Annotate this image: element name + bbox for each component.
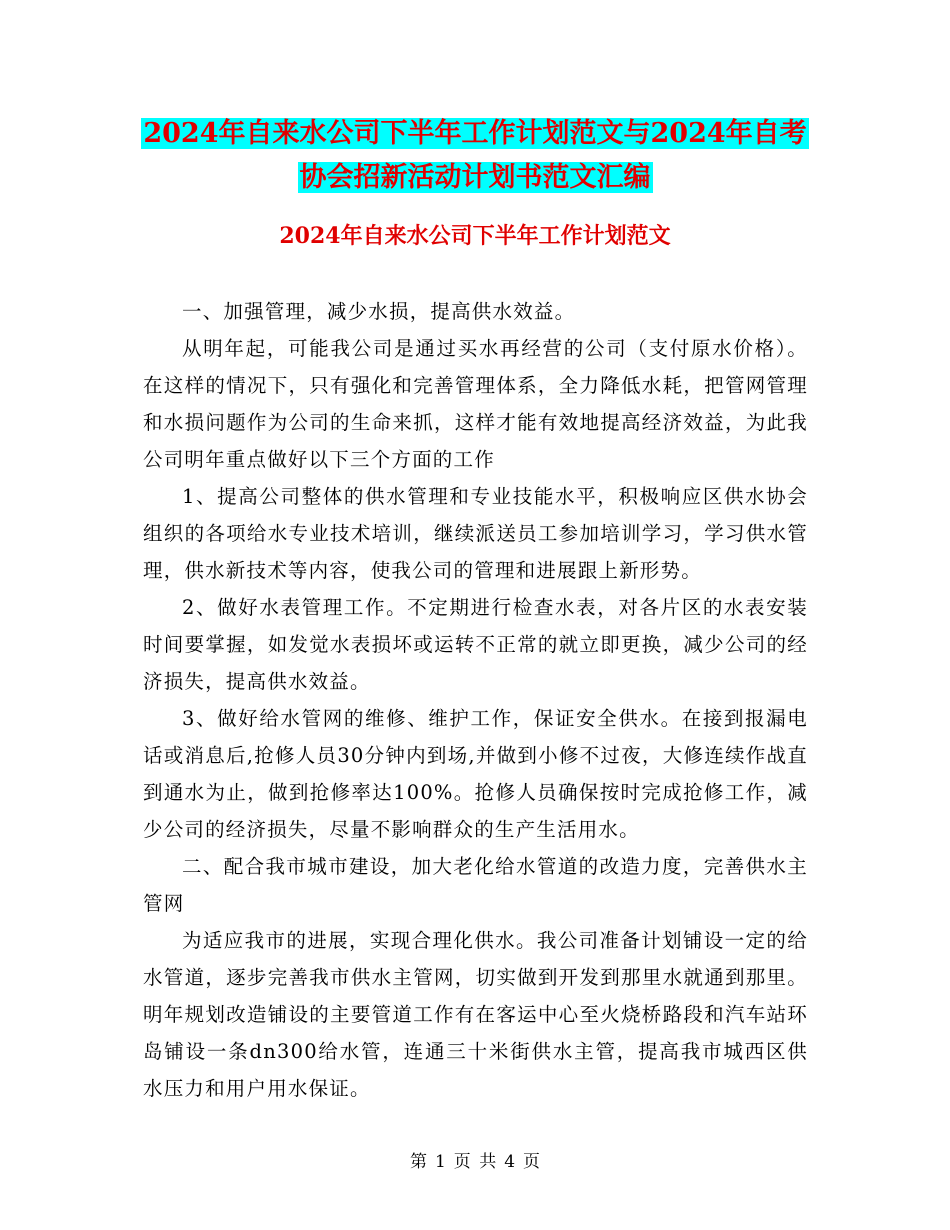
footer-mid: 页 共 [453, 1152, 497, 1172]
paragraph-heading-1: 一、加强管理，减少水损，提高供水效益。 [182, 300, 576, 323]
footer-page-number: 1 [434, 1152, 446, 1172]
paragraph-item-3: 3、做好给水管网的维修、维护工作，保证安全供水。在接到报漏电话或消息后,抢修人员30分钟内到场,并做到小修不过夜，大修连续作战直到通水为止，做到抢修率达100%。抢修人员确保按时完成抢修工作，减少公司的经济损失，尽量不影响群众的生产生活用水。 [143, 707, 808, 841]
footer-prefix: 第 [409, 1152, 427, 1172]
paragraph-item-1: 1、提高公司整体的供水管理和专业技能水平，积极响应区供水协会组织的各项给水专业技术培训，继续派送员工参加培训学习，学习供水管理，供水新技术等内容，使我公司的管理和进展跟上新形势。 [143, 485, 808, 582]
title-line-2: 协会招新活动计划书范文汇编 [299, 162, 651, 193]
paragraph: 为适应我市的进展，实现合理化供水。我公司准备计划铺设一定的给水管道，逐步完善我市供水主管网，切实做到开发到那里水就通到那里。明年规划改造铺设的主要管道工作有在客运中心至火烧桥路段和汽车站环岛铺设一条dn300给水管，连通三十米街供水主管，提高我市城西区供水压力和用户用水保证。 [143, 929, 808, 1100]
paragraph-item-2: 2、做好水表管理工作。不定期进行检查水表，对各片区的水表安装时间要掌握，如发觉水表损坏或运转不正常的就立即更换，减少公司的经济损失，提高供水效益。 [143, 596, 808, 693]
footer-total-pages: 4 [504, 1152, 516, 1172]
title-line-1: 2024年自来水公司下半年工作计划范文与2024年自考 [143, 118, 807, 149]
footer-suffix: 页 [523, 1152, 541, 1172]
document-body [143, 293, 808, 1107]
document-title [0, 112, 950, 200]
paragraph-heading-2: 二、配合我市城市建设，加大老化给水管道的改造力度，完善供水主管网 [143, 855, 808, 915]
page-footer [0, 1150, 950, 1174]
section-title: 2024年自来水公司下半年工作计划范文 [279, 223, 671, 249]
paragraph: 从明年起，可能我公司是通过买水再经营的公司（支付原水价格）。在这样的情况下，只有强化和完善管理体系，全力降低水耗，把管网管理和水损问题作为公司的生命来抓，这样才能有效地提高经济效益，为此我公司明年重点做好以下三个方面的工作 [143, 337, 808, 471]
